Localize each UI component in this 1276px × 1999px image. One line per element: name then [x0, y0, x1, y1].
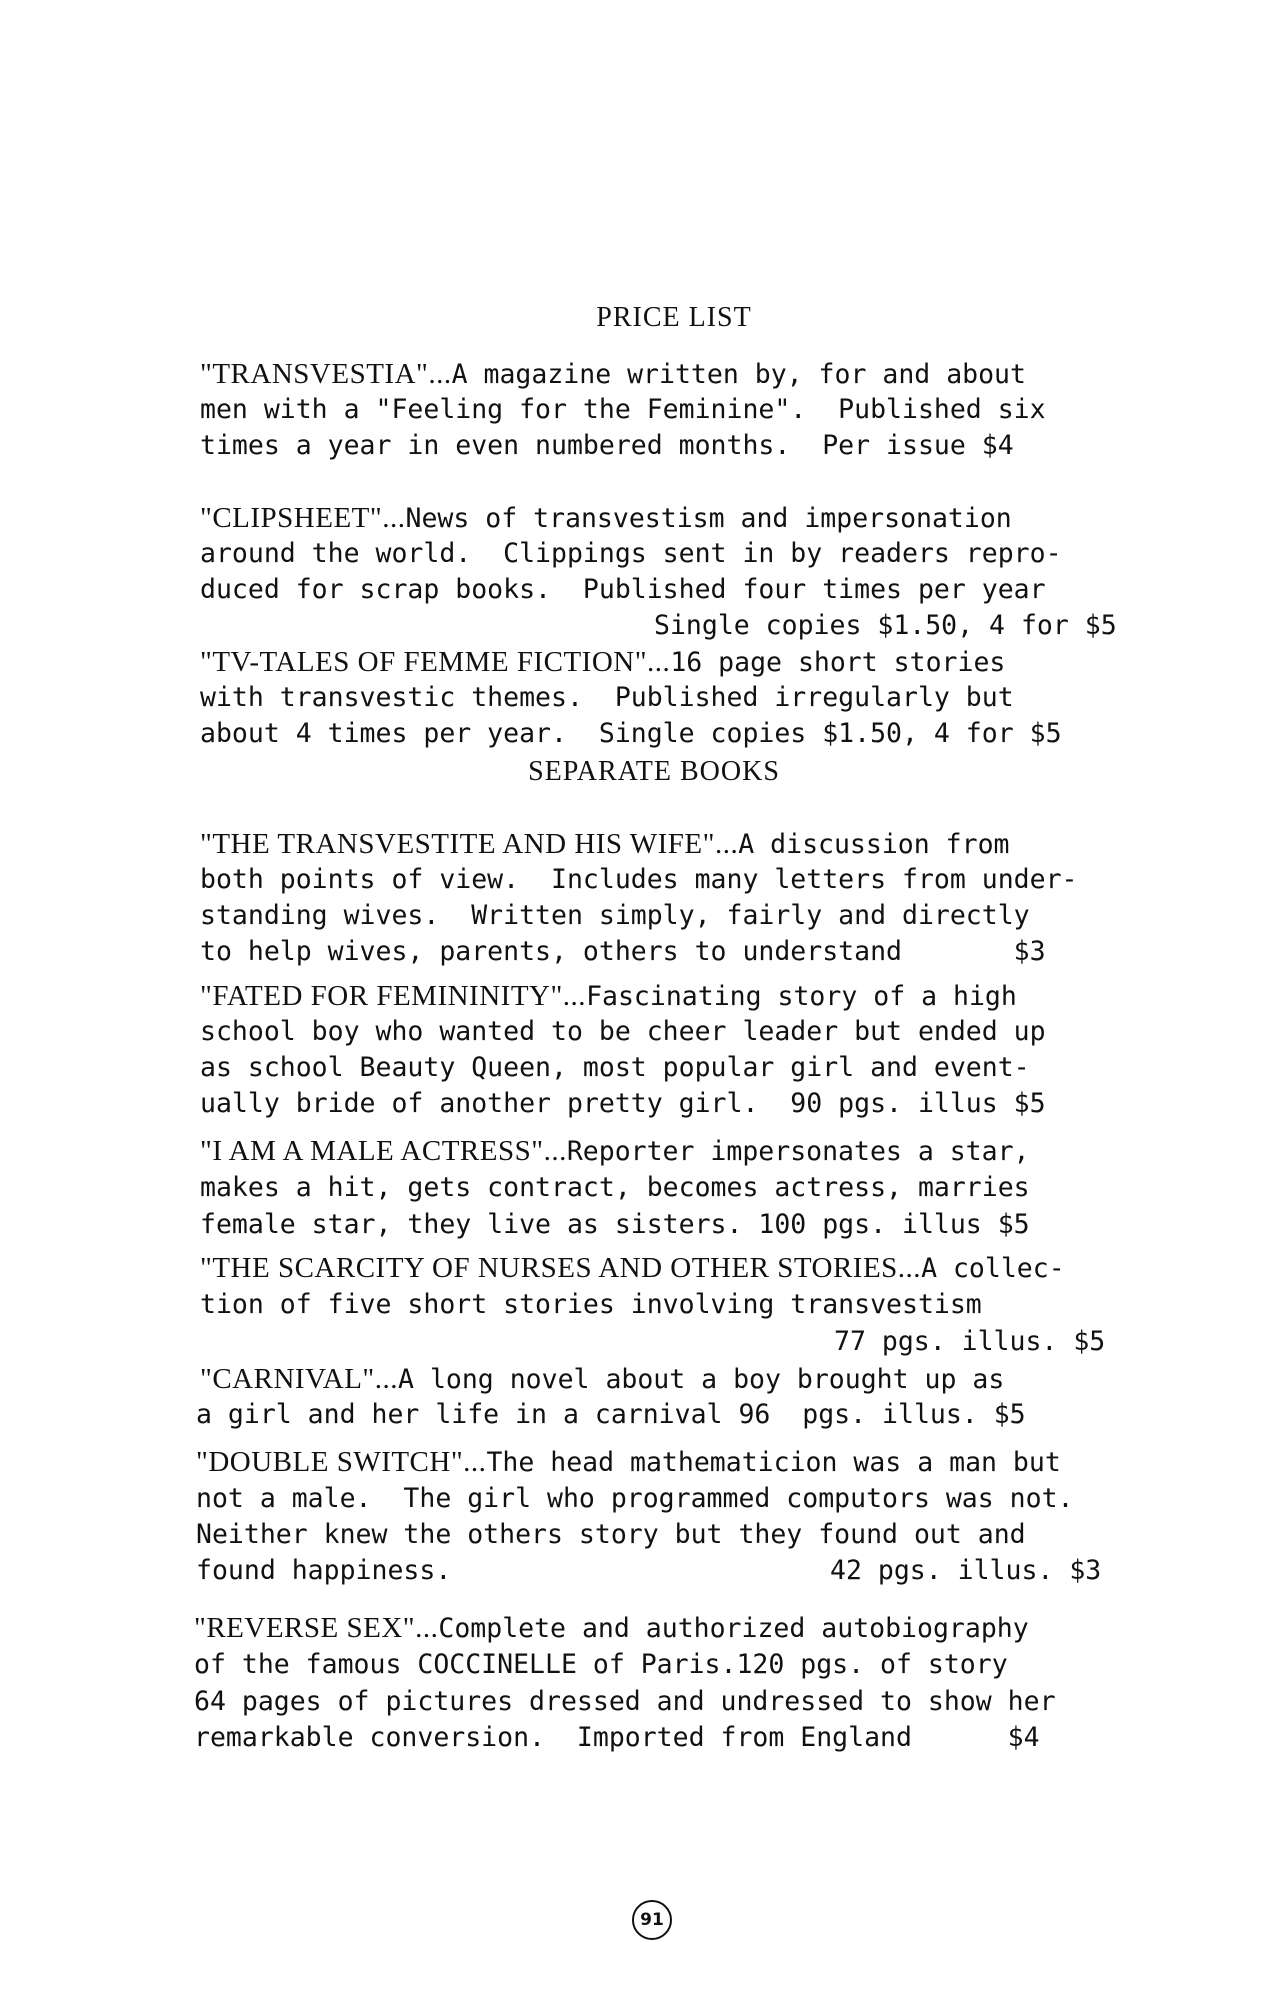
entry-double-switch-line-4: found happiness.: [196, 1555, 452, 1586]
entry-male-actress-line-1: [200, 1133, 1030, 1169]
entry-scarcity-line-2: tion of five short stories involving transvestism: [200, 1289, 982, 1320]
entry-clipsheet-line-4: Single copies $1.50, 4 for $5: [654, 610, 1117, 641]
entry-reverse-sex-line-4: remarkable conversion. Imported from England $4: [194, 1722, 1040, 1753]
entry-carnival-line-1: [200, 1361, 1004, 1397]
entry-reverse-sex-line-3: 64 pages of pictures dressed and undressed to show her: [194, 1686, 1056, 1717]
entry-transvestite-wife-line-4: to help wives, parents, others to understand $3: [200, 936, 1046, 967]
entry-double-switch-line-1: [196, 1444, 1061, 1480]
entry-reverse-sex-line-1: [194, 1610, 1029, 1646]
entry-scarcity-line-1: [200, 1250, 1065, 1286]
entry-tv-tales-name: "TV-TALES OF FEMME FICTION"...: [200, 646, 671, 678]
entry-transvestite-wife-text-1: A discussion from: [738, 829, 1010, 860]
entry-male-actress-text-1: Reporter impersonates a star,: [566, 1136, 1030, 1167]
entry-fated-line-4: ually bride of another pretty girl. 90 pgs. illus $5: [200, 1088, 1046, 1119]
entry-male-actress-name: "I AM A MALE ACTRESS"...: [200, 1135, 567, 1167]
entry-transvestite-wife-line-2: both points of view. Includes many letters from under-: [200, 864, 1078, 895]
entry-male-actress-line-3: female star, they live as sisters. 100 pgs. illus $5: [200, 1209, 1030, 1240]
entry-double-switch-line-3: Neither knew the others story but they found out and: [196, 1519, 1026, 1550]
entry-scarcity-text-1: A collec-: [921, 1253, 1065, 1284]
entry-transvestite-wife-name: "THE TRANSVESTITE AND HIS WIFE"...: [200, 828, 739, 860]
page-title: PRICE LIST: [596, 302, 752, 333]
entry-transvestite-wife-line-3: standing wives. Written simply, fairly and directly: [200, 900, 1030, 931]
entry-scarcity-name: "THE SCARCITY OF NURSES AND OTHER STORIES...: [200, 1252, 922, 1284]
entry-fated-line-1: [200, 978, 1017, 1014]
entry-tv-tales-text-1: 16 page short stories: [670, 647, 1006, 678]
entry-reverse-sex-name: "REVERSE SEX"...: [194, 1612, 439, 1644]
entry-reverse-sex-line-2: of the famous COCCINELLE of Paris.120 pgs. of story: [194, 1649, 1008, 1680]
entry-clipsheet-line-1: [200, 500, 1012, 536]
entry-transvestite-wife-line-1: [200, 826, 1009, 862]
entry-double-switch-line-2: not a male. The girl who programmed computors was not.: [196, 1483, 1074, 1514]
entry-carnival-line-2: a girl and her life in a carnival 96 pgs. illus. $5: [196, 1399, 1026, 1430]
entry-double-switch-text-1: The head mathematicion was a man but: [486, 1447, 1061, 1478]
entry-transvestia-line-3: times a year in even numbered months. Per issue $4: [200, 430, 1014, 461]
entry-fated-line-3: as school Beauty Queen, most popular girl and event-: [200, 1052, 1030, 1083]
entry-carnival-name: "CARNIVAL"...: [200, 1363, 399, 1395]
entry-clipsheet-line-3: duced for scrap books. Published four times per year: [200, 574, 1046, 605]
entry-male-actress-line-2: makes a hit, gets contract, becomes actress, marries: [200, 1172, 1030, 1203]
entry-clipsheet-text-1: News of transvestism and impersonation: [405, 503, 1012, 534]
entry-fated-text-1: Fascinating story of a high: [586, 981, 1017, 1012]
entry-tv-tales-line-1: [200, 644, 1005, 680]
entry-fated-name: "FATED FOR FEMININITY"...: [200, 980, 587, 1012]
entry-reverse-sex-text-1: Complete and authorized autobiography: [438, 1613, 1029, 1644]
entry-carnival-text-1: A long novel about a boy brought up as: [398, 1364, 1005, 1395]
section-heading-separate-books: SEPARATE BOOKS: [528, 756, 780, 787]
entry-clipsheet-line-2: around the world. Clippings sent in by readers repro-: [200, 538, 1062, 569]
entry-transvestia-name: "TRANSVESTIA"...: [200, 358, 452, 390]
entry-clipsheet-name: "CLIPSHEET"...: [200, 502, 406, 534]
entry-transvestia-text-1: A magazine written by, for and about: [451, 359, 1026, 390]
entry-fated-line-2: school boy who wanted to be cheer leader but ended up: [200, 1016, 1046, 1047]
entry-tv-tales-line-2: with transvestic themes. Published irregularly but: [200, 682, 1014, 713]
entry-transvestia-line-1: [200, 356, 1026, 392]
entry-scarcity-line-3: 77 pgs. illus. $5: [834, 1326, 1106, 1357]
entry-double-switch-price: 42 pgs. illus. $3: [830, 1555, 1102, 1586]
page-number: 91: [632, 1900, 672, 1940]
entry-double-switch-name: "DOUBLE SWITCH"...: [196, 1446, 487, 1478]
entry-tv-tales-line-3: about 4 times per year. Single copies $1.50, 4 for $5: [200, 718, 1062, 749]
entry-transvestia-line-2: men with a "Feeling for the Feminine". Published six: [200, 394, 1046, 425]
